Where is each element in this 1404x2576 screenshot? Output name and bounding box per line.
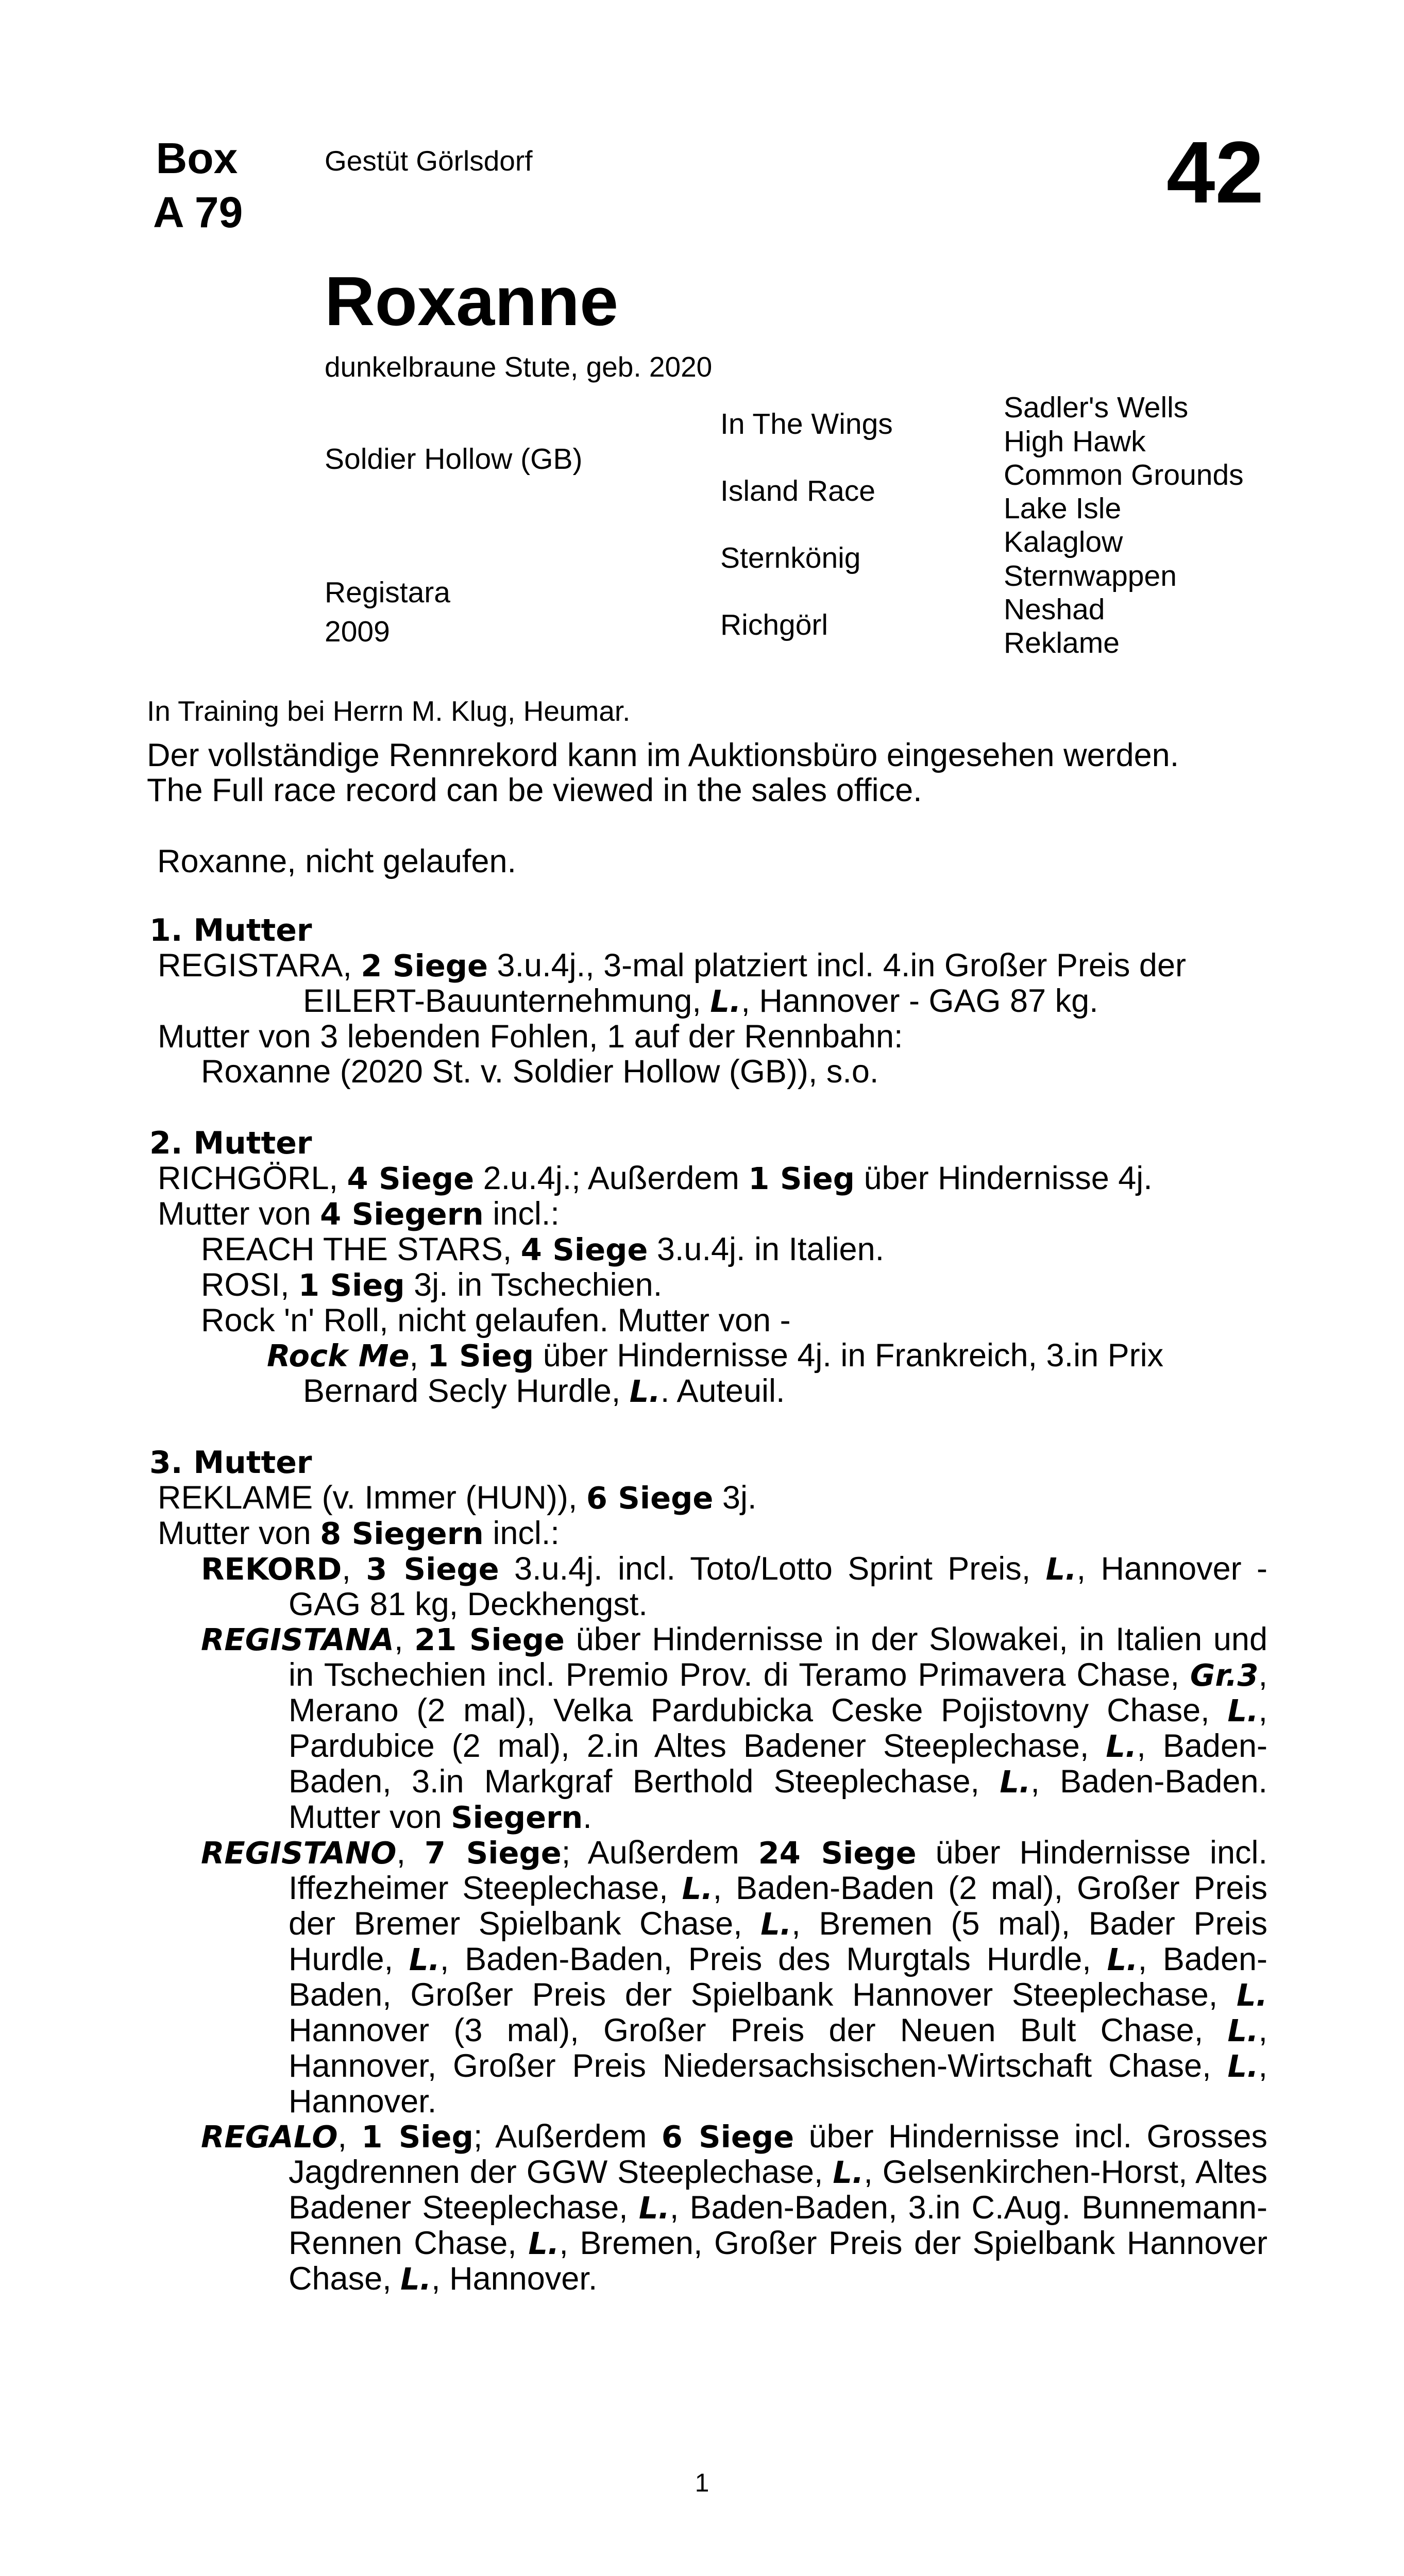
progeny-rekord: REKORD, 3 Siege 3.u.4j. incl. Toto/Lotto Sprint Preis, L., Hannover - GAG 81 kg, Deckhengst.: [201, 1551, 1267, 1622]
second-dam-produce: Mutter von 4 Siegern incl.:: [158, 1196, 560, 1232]
second-dam-line: RICHGÖRL, 4 Siege 2.u.4j.; Außerdem 1 Sieg über Hindernisse 4j.: [158, 1160, 1153, 1196]
first-dam-produce: Mutter von 3 lebenden Fohlen, 1 auf der Rennbahn:: [158, 1019, 903, 1055]
pedigree-great-grandparent: High Hawk: [1004, 425, 1146, 458]
horse-description: dunkelbraune Stute, geb. 2020: [325, 351, 713, 383]
pedigree-great-grandparent: Sternwappen: [1004, 560, 1177, 592]
first-dam-foal: Roxanne (2020 St. v. Soldier Hollow (GB)), s.o.: [201, 1054, 879, 1090]
page-number: 1: [695, 2468, 709, 2497]
pedigree-great-grandparent: Common Grounds: [1004, 459, 1244, 492]
third-dam-produce: Mutter von 8 Siegern incl.:: [158, 1515, 560, 1551]
second-dam-section: [149, 1126, 1267, 1409]
pedigree-grandparent: Sternkönig: [720, 541, 861, 574]
first-dam-section: [149, 913, 1267, 1089]
first-dam-heading: 1. Mutter: [149, 912, 312, 948]
box-number: A 79: [153, 188, 243, 236]
pedigree-dam: Registara: [325, 576, 450, 609]
third-dam-section: [149, 1445, 1267, 2297]
horse-name: Roxanne: [325, 262, 619, 340]
pedigree-great-grandparent: Kalaglow: [1004, 526, 1123, 558]
second-dam-foal: REACH THE STARS, 4 Siege 3.u.4j. in Italien.: [201, 1231, 885, 1267]
progeny-registana: REGISTANA, 21 Siege über Hindernisse in der Slowakei, in Italien und in Tschechien incl. Premio Prov. di Teramo Primavera Chase, Gr.3, Merano (2 mal), Velka Pardubicka Ceske Pojistovny Chase, L., Pardubice (2 mal), 2.in Altes Badener Steeplechase, L., Baden-Baden, 3.in Markgraf Berthold Steeplechase, L., Baden-Baden. Mutter von Siegern.: [201, 1621, 1267, 1835]
pedigree-great-grandparent: Lake Isle: [1004, 492, 1122, 525]
pedigree-great-grandparent: Sadler's Wells: [1004, 391, 1189, 424]
box-label-text: Box: [156, 134, 238, 182]
pedigree-grandparent: In The Wings: [720, 408, 893, 440]
seller-name: Gestüt Görlsdorf: [325, 145, 533, 177]
pedigree-dam-year: 2009: [325, 615, 390, 648]
second-dam-grandfoal: Bernard Secly Hurdle, L.. Auteuil.: [303, 1373, 785, 1409]
record-note-de: Der vollständige Rennrekord kann im Auktionsbüro eingesehen werden.: [147, 737, 1179, 773]
second-dam-heading: 2. Mutter: [149, 1125, 312, 1161]
box-label: [153, 131, 241, 240]
pedigree-great-grandparent: Neshad: [1004, 593, 1105, 626]
second-dam-foal: Rock 'n' Roll, nicht gelaufen. Mutter von -: [201, 1302, 791, 1338]
pedigree-grandparent: Island Race: [720, 474, 876, 507]
pedigree-sire: Soldier Hollow (GB): [325, 443, 583, 476]
second-dam-grandfoal: Rock Me, 1 Sieg über Hindernisse 4j. in Frankreich, 3.in Prix: [267, 1337, 1164, 1374]
progeny-regalo: REGALO, 1 Sieg; Außerdem 6 Siege über Hindernisse incl. Grosses Jagdrennen der GGW Steeplechase, L., Gelsenkirchen-Horst, Altes Badener Steeplechase, L., Baden-Baden, 3.in C.Aug. Bunnemann-Rennen Chase, L., Bremen, Großer Preis der Spielbank Hannover Chase, L., Hannover.: [201, 2119, 1268, 2297]
first-dam-line: REGISTARA, 2 Siege 3.u.4j., 3-mal platziert incl. 4.in Großer Preis der: [158, 947, 1186, 984]
training-note: In Training bei Herrn M. Klug, Heumar.: [147, 695, 631, 727]
lot-number: 42: [1166, 124, 1264, 222]
record-note: [147, 738, 1179, 808]
third-dam-heading: 3. Mutter: [149, 1445, 312, 1481]
pedigree-great-grandparent: Reklame: [1004, 626, 1120, 659]
progeny-registano: REGISTANO, 7 Siege; Außerdem 24 Siege über Hindernisse incl. Iffezheimer Steeplechase, L., Baden-Baden (2 mal), Großer Preis der Bremer Spielbank Chase, L., Bremen (5 mal), Bader Preis Hurdle, L., Baden-Baden, Preis des Murgtals Hurdle, L., Baden-Baden, Großer Preis der Spielbank Hannover Steeplechase, L. Hannover (3 mal), Großer Preis der Neuen Bult Chase, L., Hannover, Großer Preis Niedersachsischen-Wirtschaft Chase, L., Hannover.: [201, 1835, 1268, 2120]
third-dam-line: REKLAME (v. Immer (HUN)), 6 Siege 3j.: [158, 1480, 757, 1516]
record-note-en: The Full race record can be viewed in the sales office.: [147, 772, 922, 808]
first-dam-line: EILERT-Bauunternehmung, L., Hannover - GAG 87 kg.: [303, 983, 1098, 1019]
pedigree-grandparent: Richgörl: [720, 608, 828, 641]
own-race-record: Roxanne, nicht gelaufen.: [157, 843, 516, 879]
second-dam-foal: ROSI, 1 Sieg 3j. in Tschechien.: [201, 1267, 663, 1303]
